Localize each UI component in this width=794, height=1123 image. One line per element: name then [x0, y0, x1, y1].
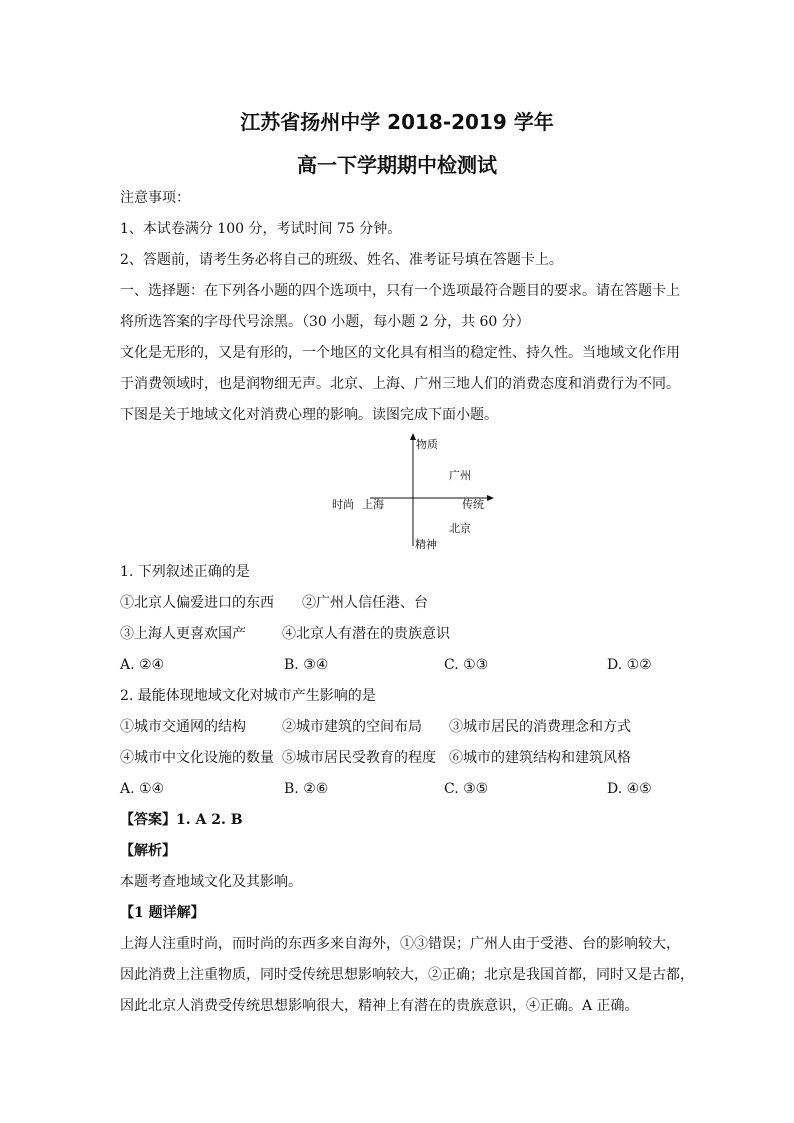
- city-label-beijing: 北京: [449, 522, 471, 535]
- q2-option-d[interactable]: D. ④⑤: [607, 781, 652, 797]
- section-instruction-line2: 将所选答案的字母代号涂黑。（30 小题，每小题 2 分，共 60 分）: [120, 314, 530, 330]
- notes-item-1: 1、本试卷满分 100 分，考试时间 75 分钟。: [120, 221, 402, 237]
- q2-statement-4: ④城市中文化设施的数量: [120, 750, 274, 766]
- q1-option-c[interactable]: C. ①③: [444, 657, 489, 673]
- q1-statement-1: ①北京人偏爱进口的东西: [120, 595, 274, 611]
- notes-item-2: 2、答题前，请考生务必将自己的班级、姓名、准考证号填在答题卡上。: [120, 252, 563, 268]
- exam-title: 江苏省扬州中学 2018-2019 学年: [240, 110, 554, 134]
- axis-label-spirit: 精神: [415, 538, 437, 551]
- exam-subtitle: 高一下学期期中检测试: [297, 153, 497, 177]
- axis-label-material: 物质: [416, 438, 438, 451]
- q2-statement-5: ⑤城市居民受教育的程度: [282, 750, 436, 766]
- q2-option-b[interactable]: B. ②⑥: [284, 781, 329, 797]
- q2-option-a[interactable]: A. ①④: [120, 781, 165, 797]
- q1-statement-2: ②广州人信任港、台: [302, 595, 428, 611]
- q1-statement-4: ④北京人有潜在的贵族意识: [282, 626, 450, 642]
- q2-statement-1: ①城市交通网的结构: [120, 719, 246, 735]
- q2-statement-2: ②城市建筑的空间布局: [282, 719, 422, 735]
- detail-label: 【1 题详解】: [120, 905, 205, 921]
- q1-statement-3: ③上海人更喜欢国产: [120, 626, 246, 642]
- axis-label-fashion: 时尚: [332, 498, 354, 511]
- q2-statement-6: ⑥城市的建筑结构和建筑风格: [449, 750, 631, 766]
- q2-statement-3: ③城市居民的消费理念和方式: [449, 719, 631, 735]
- q1-option-a[interactable]: A. ②④: [120, 657, 165, 673]
- section-instruction-line1: 一、选择题：在下列各小题的四个选项中，只有一个选项最符合题目的要求。请在答题卡上: [120, 283, 680, 299]
- detail-line3: 因此北京人消费受传统思想影响很大，精神上有潜在的贵族意识，④正确。A 正确。: [120, 998, 639, 1014]
- passage-line3: 下图是关于地域文化对消费心理的影响。读图完成下面小题。: [120, 407, 498, 423]
- analysis-label: 【解析】: [120, 843, 176, 859]
- detail-line1: 上海人注重时尚，而时尚的东西多来自海外，①③错误；广州人由于受港、台的影响较大，: [120, 936, 680, 952]
- detail-line2: 因此消费上注重物质，同时受传统思想影响较大，②正确；北京是我国首都，同时又是古都，: [120, 967, 694, 983]
- city-label-guangzhou: 广州: [449, 469, 471, 482]
- horizontal-axis-arrow: [487, 495, 494, 501]
- question-2-stem: 2. 最能体现地域文化对城市产生影响的是: [120, 688, 376, 704]
- passage-line2: 于消费领域时，也是润物细无声。北京、上海、广州三地人们的消费态度和消费行为不同。: [120, 376, 680, 392]
- city-label-shanghai: 上海: [362, 498, 384, 511]
- axis-label-tradition: 传统: [462, 498, 484, 511]
- q1-option-d[interactable]: D. ①②: [607, 657, 652, 673]
- answer-key: 【答案】1. A 2. B: [120, 812, 243, 828]
- notes-label: 注意事项：: [120, 190, 190, 206]
- culture-consumption-diagram: [326, 432, 496, 550]
- passage-line1: 文化是无形的，又是有形的，一个地区的文化具有相当的稳定性、持久性。当地域文化作用: [120, 345, 680, 361]
- q2-option-c[interactable]: C. ③⑤: [444, 781, 489, 797]
- question-1-stem: 1. 下列叙述正确的是: [120, 564, 250, 580]
- q1-option-b[interactable]: B. ③④: [284, 657, 329, 673]
- analysis-text: 本题考查地域文化及其影响。: [120, 874, 302, 890]
